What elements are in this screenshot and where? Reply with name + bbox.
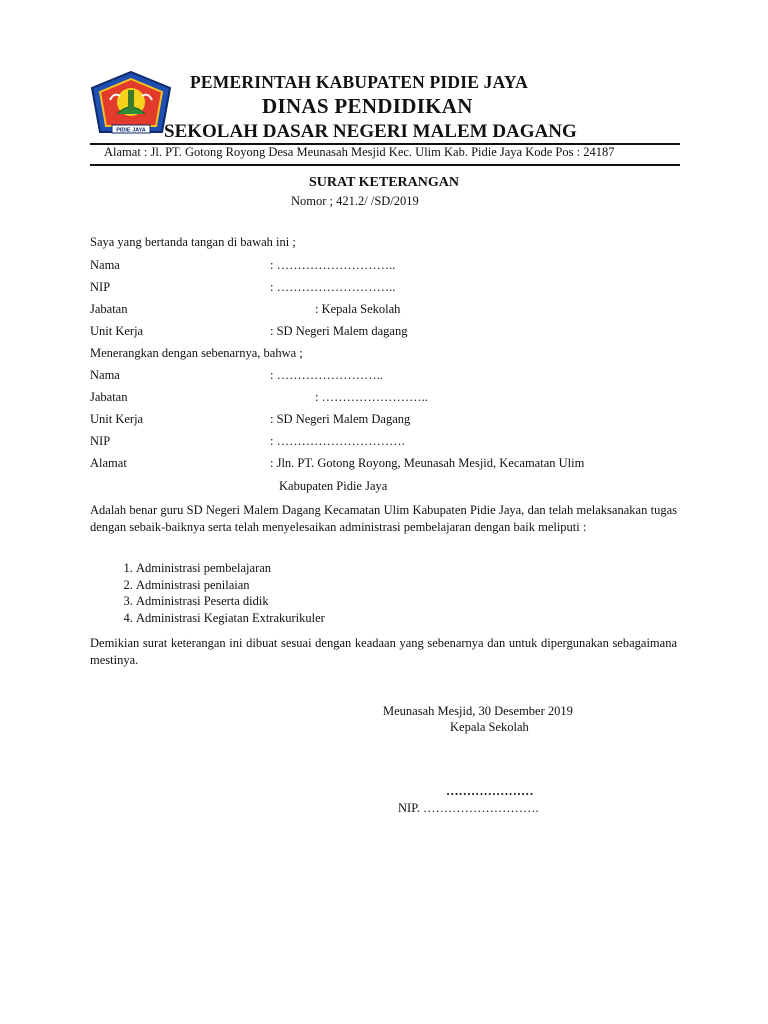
document-title: SURAT KETERANGAN — [308, 175, 459, 190]
signer-unit-value: : SD Negeri Malem dagang — [270, 324, 408, 338]
subject-unit-value: : SD Negeri Malem Dagang — [270, 412, 411, 426]
logo-banner-text: PIDIE JAYA — [116, 127, 146, 134]
government-heading: PEMERINTAH KABUPATEN PIDIE JAYA — [190, 72, 528, 92]
signer-position-value: : Kepala Sekolah — [315, 302, 401, 316]
administration-list — [90, 560, 325, 626]
subject-address-value: : Jln. PT. Gotong Royong, Meunasah Mesjid, Kecamatan Ulim — [270, 456, 585, 470]
document-number: Nomor ; 421.2/ /SD/2019 — [291, 194, 419, 208]
signer-intro: Saya yang bertanda tangan di bawah ini ; — [90, 235, 296, 249]
signature-name: ………………… — [446, 784, 534, 798]
list-item: 2. Administrasi penilaian — [136, 577, 325, 594]
signer-name-value: : ……………………….. — [270, 258, 396, 272]
school-heading: SEKOLAH DASAR NEGERI MALEM DAGANG — [164, 121, 577, 142]
signature-place-date: Meunasah Mesjid, 30 Desember 2019 — [383, 704, 573, 718]
subject-address-label: Alamat — [90, 456, 127, 470]
signer-unit-label: Unit Kerja — [90, 324, 144, 338]
signer-name-label: Nama — [90, 258, 120, 272]
subject-position-value: : …………………….. — [315, 390, 428, 404]
list-item: 1. Administrasi pembelajaran — [136, 560, 325, 577]
signer-nip-value: : ……………………….. — [270, 280, 396, 294]
subject-intro: Menerangkan dengan sebenarnya, bahwa ; — [90, 346, 303, 360]
subject-nip-value: : …………………………. — [270, 434, 405, 448]
signature-position: Kepala Sekolah — [450, 720, 529, 734]
subject-nip-label: NIP — [90, 434, 111, 448]
list-item: 3. Administrasi Peserta didik — [136, 593, 325, 610]
district-emblem-logo — [90, 70, 172, 140]
closing-paragraph: Demikian surat keterangan ini dibuat sesuai dengan keadaan yang sebenarnya dan untuk dipergunakan sebagaimana mestinya. — [90, 636, 677, 667]
subject-name-value: : …………………….. — [270, 368, 383, 382]
subject-address-continuation: Kabupaten Pidie Jaya — [279, 479, 388, 493]
subject-position-label: Jabatan — [90, 390, 128, 404]
signature-nip: NIP. ………………………. — [398, 801, 539, 815]
subject-unit-label: Unit Kerja — [90, 412, 144, 426]
signer-position-label: Jabatan — [90, 302, 128, 316]
agency-heading: DINAS PENDIDIKAN — [262, 94, 473, 118]
school-address: Alamat : Jl. PT. Gotong Royong Desa Meunasah Mesjid Kec. Ulim Kab. Pidie Jaya Kode Pos : 24187 — [104, 145, 615, 159]
subject-name-label: Nama — [90, 368, 120, 382]
signer-nip-label: NIP — [90, 280, 111, 294]
list-item: 4. Administrasi Kegiatan Extrakurikuler — [136, 610, 325, 627]
statement-paragraph: Adalah benar guru SD Negeri Malem Dagang Kecamatan Ulim Kabupaten Pidie Jaya, dan telah melaksanakan tugas dengan sebaik-baiknya serta telah menyelesaikan administrasi pembelajaran dengan baik meliputi : — [90, 503, 677, 534]
letterhead-divider-bottom — [90, 164, 680, 166]
